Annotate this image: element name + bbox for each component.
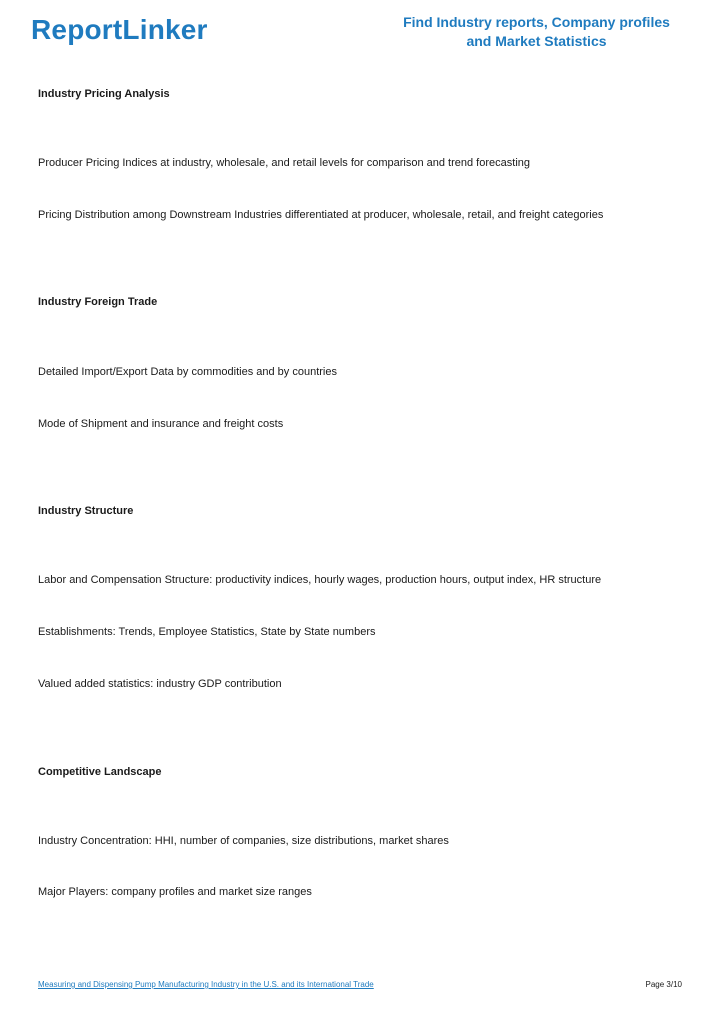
tagline[interactable] <box>395 13 678 51</box>
text-line: Major Players: company profiles and market size ranges <box>38 886 312 898</box>
text-line: Producer Pricing Indices at industry, wholesale, and retail levels for comparison and trend forecasting <box>38 157 530 169</box>
tagline-line-1: Find Industry reports, Company profiles <box>403 14 670 30</box>
text-line: Labor and Compensation Structure: productivity indices, hourly wages, production hours, output index, HR structure <box>38 574 602 586</box>
logo[interactable]: ReportLinker <box>31 14 208 45</box>
text-line: Mode of Shipment and insurance and freight costs <box>38 418 284 430</box>
section-heading-pricing: Industry Pricing Analysis <box>38 88 170 100</box>
footer-report-link[interactable]: Measuring and Dispensing Pump Manufacturing Industry in the U.S. and its International Trade <box>38 980 374 989</box>
section-heading-competitive: Competitive Landscape <box>38 766 162 778</box>
text-line: Pricing Distribution among Downstream Industries differentiated at producer, wholesale, retail, and freight categories <box>38 209 604 221</box>
tagline-line-2: and Market Statistics <box>466 33 607 49</box>
text-line: Industry Concentration: HHI, number of companies, size distributions, market shares <box>38 835 449 847</box>
text-line: Detailed Import/Export Data by commodities and by countries <box>38 366 337 378</box>
footer-page-number: Page 3/10 <box>645 980 682 989</box>
section-heading-structure: Industry Structure <box>38 505 134 517</box>
text-line: Valued added statistics: industry GDP contribution <box>38 678 282 690</box>
text-line: Establishments: Trends, Employee Statistics, State by State numbers <box>38 626 376 638</box>
section-heading-trade: Industry Foreign Trade <box>38 296 158 308</box>
